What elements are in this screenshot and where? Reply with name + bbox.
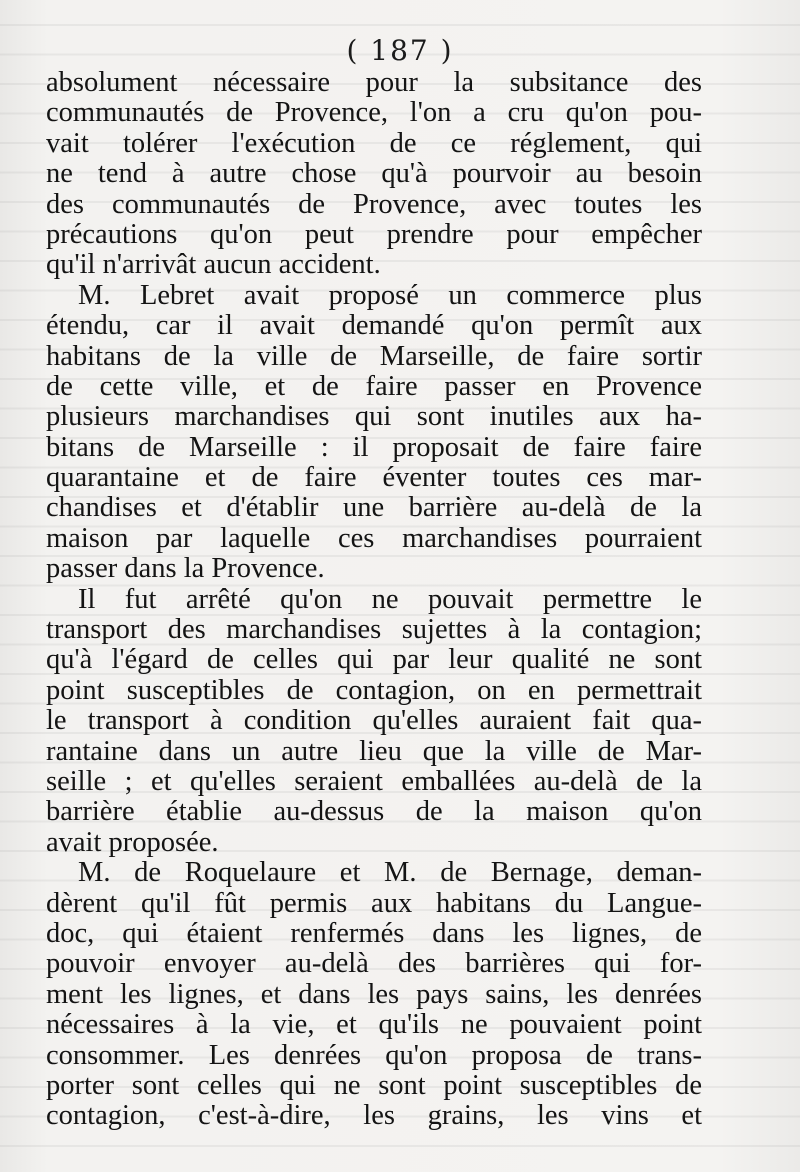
text-line: rantaine dans un autre lieu que la ville de Mar-	[46, 735, 702, 767]
text-line: quarantaine et de faire éventer toutes ces mar-	[46, 462, 702, 494]
text-line: barrière établie au-dessus de la maison qu'on	[46, 796, 702, 828]
text-line: des communautés de Provence, avec toutes les	[46, 188, 702, 220]
text-line: passer dans la Provence.	[46, 553, 325, 585]
text-line: plusieurs marchandises qui sont inutiles aux ha-	[46, 401, 702, 433]
text-line: absolument nécessaire pour la subsitance des	[46, 67, 702, 98]
paragraph	[46, 858, 702, 1132]
paragraph	[46, 585, 702, 859]
text-line: maison par laquelle ces marchandises pourraient	[46, 522, 702, 554]
text-line: M. Lebret avait proposé un commerce plus	[78, 279, 702, 311]
text-line: dèrent qu'il fût permis aux habitans du Langue-	[46, 887, 702, 919]
text-line: communautés de Provence, l'on a cru qu'on pou-	[46, 97, 702, 129]
text-line: qu'à l'égard de celles qui par leur qualité ne sont	[46, 644, 702, 676]
text-line: qu'il n'arrivât aucun accident.	[46, 249, 381, 281]
text-line: vait tolérer l'exécution de ce réglement, qui	[46, 127, 702, 159]
body-text	[46, 68, 702, 1132]
text-line: consommer. Les denrées qu'on proposa de trans-	[46, 1039, 702, 1071]
text-line: porter sont celles qui ne sont point susceptibles de	[46, 1069, 702, 1101]
text-line: précautions qu'on peut prendre pour empêcher	[46, 218, 702, 250]
paragraph	[46, 281, 702, 585]
text-line: nécessaires à la vie, et qu'ils ne pouvaient point	[46, 1009, 702, 1041]
text-line: chandises et d'établir une barrière au-delà de la	[46, 492, 702, 524]
text-line: de cette ville, et de faire passer en Provence	[46, 370, 702, 402]
text-line: ment les lignes, et dans les pays sains, les denrées	[46, 978, 702, 1010]
text-line: doc, qui étaient renfermés dans les lignes, de	[46, 917, 702, 949]
text-line: contagion, c'est-à-dire, les grains, les vins et	[46, 1100, 702, 1132]
paragraph	[46, 68, 702, 281]
text-line: bitans de Marseille : il proposait de faire faire	[46, 431, 702, 463]
text-line: point susceptibles de contagion, on en permettrait	[46, 674, 702, 706]
text-line: pouvoir envoyer au-delà des barrières qui for-	[46, 948, 702, 980]
text-line: Il fut arrêté qu'on ne pouvait permettre le	[78, 583, 702, 615]
text-line: le transport à condition qu'elles auraient fait qua-	[46, 705, 702, 737]
text-line: transport des marchandises sujettes à la contagion;	[46, 614, 702, 646]
text-line: seille ; et qu'elles seraient emballées au-delà de la	[46, 765, 702, 797]
text-line: M. de Roquelaure et M. de Bernage, deman-	[78, 857, 702, 889]
text-line: ne tend à autre chose qu'à pourvoir au besoin	[46, 158, 702, 190]
text-line: avait proposée.	[46, 826, 219, 858]
text-line: habitans de la ville de Marseille, de faire sortir	[46, 340, 702, 372]
text-line: étendu, car il avait demandé qu'on permît aux	[46, 310, 702, 342]
page-number: ( 187 )	[346, 34, 454, 67]
